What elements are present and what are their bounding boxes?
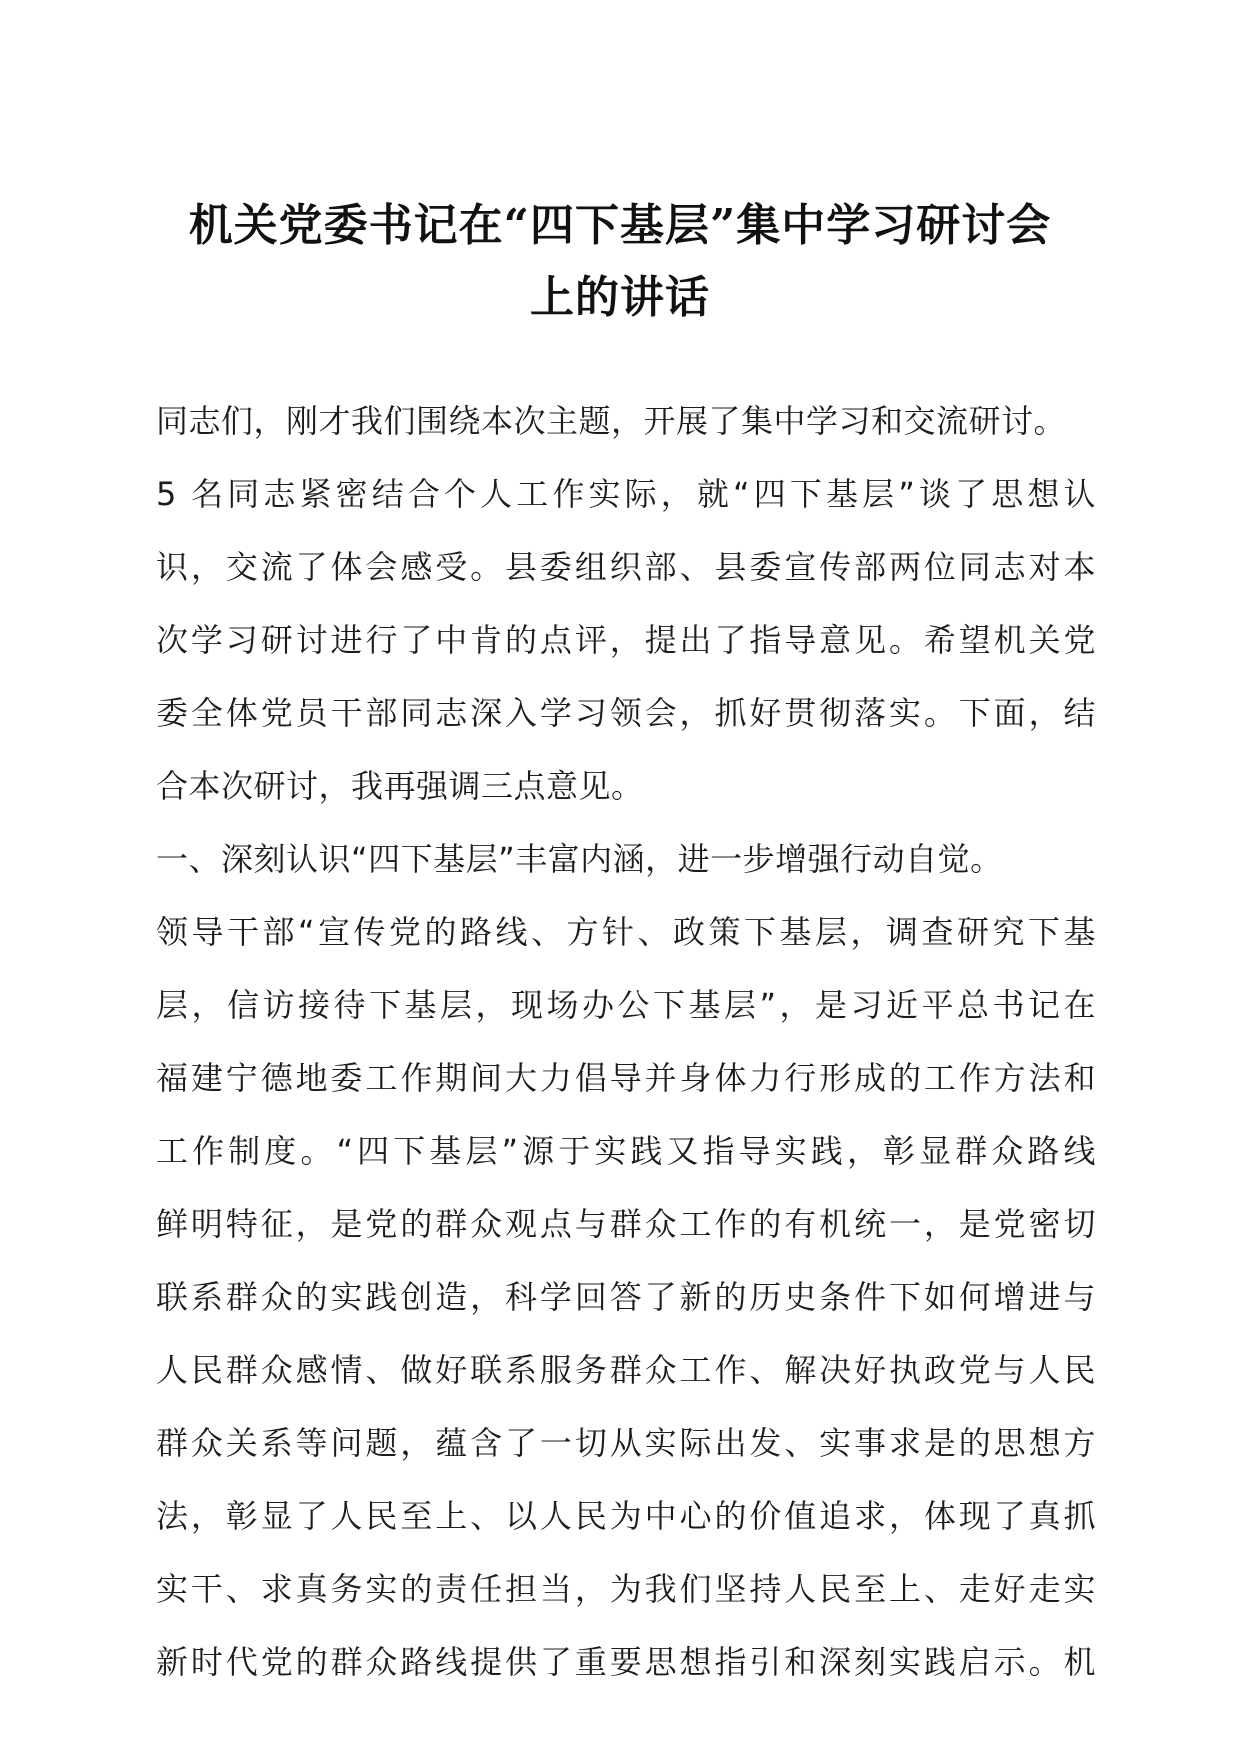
- document-title: [140, 190, 1100, 334]
- title-line-2: 上的讲话: [530, 272, 710, 323]
- body-line-16: 法，彰显了人民至上、以人民为中心的价值追求，体现了真抓: [156, 1497, 1096, 1535]
- body-line-15: 群众关系等问题，蕴含了一切从实际出发、实事求是的思想方: [156, 1424, 1096, 1462]
- body-line-4: 次学习研讨进行了中肯的点评，提出了指导意见。希望机关党: [156, 621, 1096, 659]
- body-line-12: 鲜明特征，是党的群众观点与群众工作的有机统一，是党密切: [156, 1205, 1096, 1243]
- body-line-3: 识，交流了体会感受。县委组织部、县委宣传部两位同志对本: [156, 548, 1096, 586]
- body-line-1: 同志们，刚才我们围绕本次主题，开展了集中学习和交流研讨。: [156, 402, 1067, 440]
- body-line-18: 新时代党的群众路线提供了重要思想指引和深刻实践启示。机: [156, 1643, 1096, 1681]
- body-line-11: 工作制度。“四下基层”源于实践又指导实践，彰显群众路线: [156, 1132, 1096, 1170]
- title-line-1: 机关党委书记在“四下基层”集中学习研讨会: [188, 200, 1052, 251]
- body-line-2: 5 名同志紧密结合个人工作实际，就“四下基层”谈了思想认: [156, 475, 1096, 513]
- document-body: [156, 385, 1096, 1699]
- body-line-14: 人民群众感情、做好联系服务群众工作、解决好执政党与人民: [156, 1351, 1096, 1389]
- body-line-17: 实干、求真务实的责任担当，为我们坚持人民至上、走好走实: [156, 1570, 1096, 1608]
- body-line-9: 层，信访接待下基层，现场办公下基层”，是习近平总书记在: [156, 986, 1096, 1024]
- section-heading-1: 一、深刻认识“四下基层”丰富内涵，进一步增强行动自觉。: [156, 840, 1003, 878]
- body-line-10: 福建宁德地委工作期间大力倡导并身体力行形成的工作方法和: [156, 1059, 1096, 1097]
- body-line-8: 领导干部“宣传党的路线、方针、政策下基层，调查研究下基: [156, 913, 1096, 951]
- body-line-5: 委全体党员干部同志深入学习领会，抓好贯彻落实。下面，结: [156, 694, 1096, 732]
- body-line-13: 联系群众的实践创造，科学回答了新的历史条件下如何增进与: [156, 1278, 1096, 1316]
- body-line-6: 合本次研讨，我再强调三点意见。: [156, 767, 644, 805]
